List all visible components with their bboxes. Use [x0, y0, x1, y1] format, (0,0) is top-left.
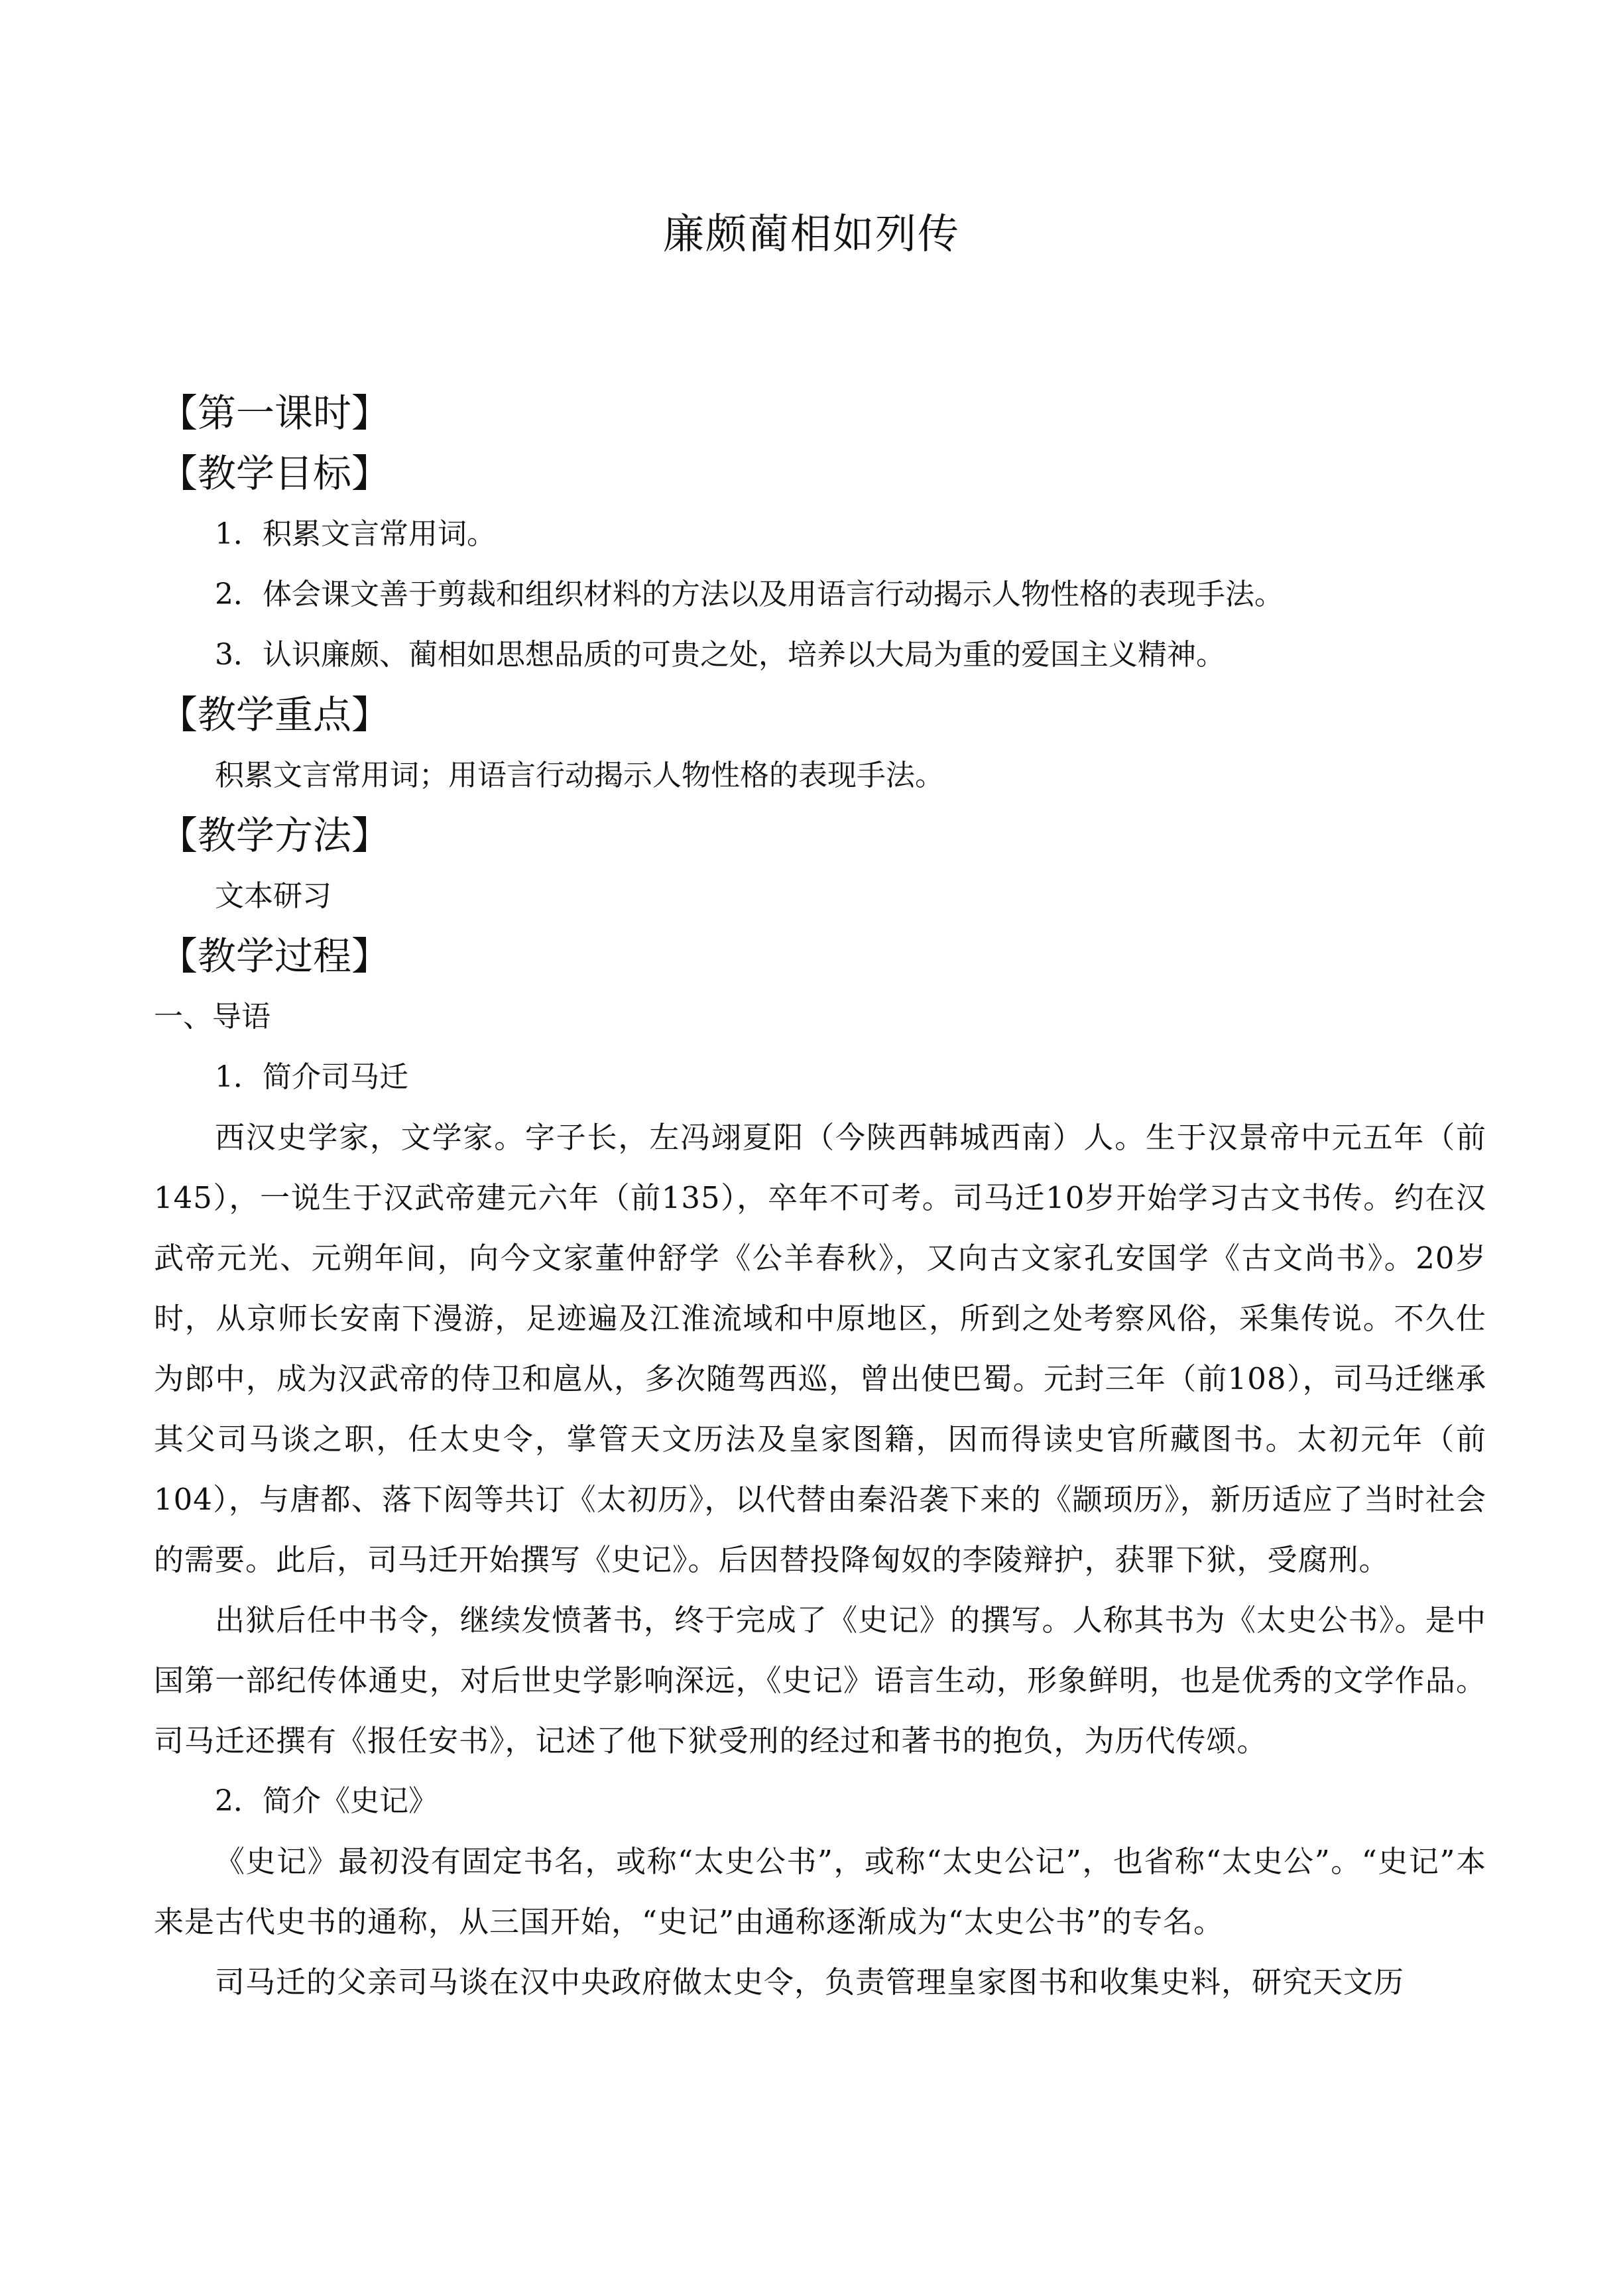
method-text: 文本研习: [215, 879, 331, 913]
section-heading-keypoints: 【 教学重点 】: [154, 685, 1486, 745]
part-heading-intro: 一、导语: [154, 1000, 270, 1034]
paragraph: 司马迁的父亲司马谈在汉中央政府做太史令，负责管理皇家图书和收集史料，研究天文历: [215, 1964, 1405, 2000]
objective-item: 3．认识廉颇、蔺相如思想品质的可贵之处，培养以大局为重的爱国主义精神。: [215, 638, 1225, 672]
section-heading-lesson: 【 第一课时 】: [154, 383, 1486, 444]
section-heading-objectives: 【 教学目标 】: [154, 444, 1486, 504]
section-heading-method: 【 教学方法 】: [154, 806, 1486, 866]
subheading-sima-qian: 1．简介司马迁: [215, 1060, 408, 1094]
objective-item: 2．体会课文善于剪裁和组织材料的方法以及用语言行动揭示人物性格的表现手法。: [215, 577, 1284, 611]
paragraph: 《史记》最初没有固定书名，或称“太史公书”，或称“太史公记”，也省称“太史公”。“史记”本来是古代史书的通称，从三国开始，“史记”由通称逐渐成为“太史公书”的专名。: [154, 1844, 1486, 1939]
page-title: 廉颇蔺相如列传: [662, 210, 960, 258]
keypoints-text: 积累文言常用词；用语言行动揭示人物性格的表现手法。: [215, 758, 944, 792]
paragraph: 西汉史学家，文学家。字子长，左冯翊夏阳（今陕西韩城西南）人。生于汉景帝中元五年（前145），一说生于汉武帝建元六年（前135），卒年不可考。司马迁10岁开始学习古文书传。约在汉武帝元光、元朔年间，向今文家董仲舒学《公羊春秋》，又向古文家孔安国学《古文尚书》。20岁时，从京师长安南下漫游，足迹遍及江淮流域和中原地区，所到之处考察风俗，采集传说。不久仕为郎中，成为汉武帝的侍卫和扈从，多次随驾西巡，曾出使巴蜀。元封三年（前108），司马迁继承其父司马谈之职，任太史令，掌管天文历法及皇家图籍，因而得读史官所藏图书。太初元年（前104），与唐都、落下闳等共订《太初历》，以代替由秦沿袭下来的《颛顼历》，新历适应了当时社会的需要。此后，司马迁开始撰写《史记》。后因替投降匈奴的李陵辩护，获罪下狱，受腐刑。: [154, 1120, 1486, 1577]
document-body: [154, 383, 1486, 2012]
paragraph: 出狱后任中书令，继续发愤著书，终于完成了《史记》的撰写。人称其书为《太史公书》。是中国第一部纪传体通史，对后世史学影响深远，《史记》语言生动，形象鲜明，也是优秀的文学作品。司马迁还撰有《报任安书》，记述了他下狱受刑的经过和著书的抱负，为历代传颂。: [154, 1602, 1486, 1758]
objective-item: 1．积累文言常用词。: [215, 517, 496, 551]
subheading-shiji: 2．简介《史记》: [215, 1784, 438, 1818]
section-heading-process: 【 教学过程 】: [154, 926, 1486, 987]
